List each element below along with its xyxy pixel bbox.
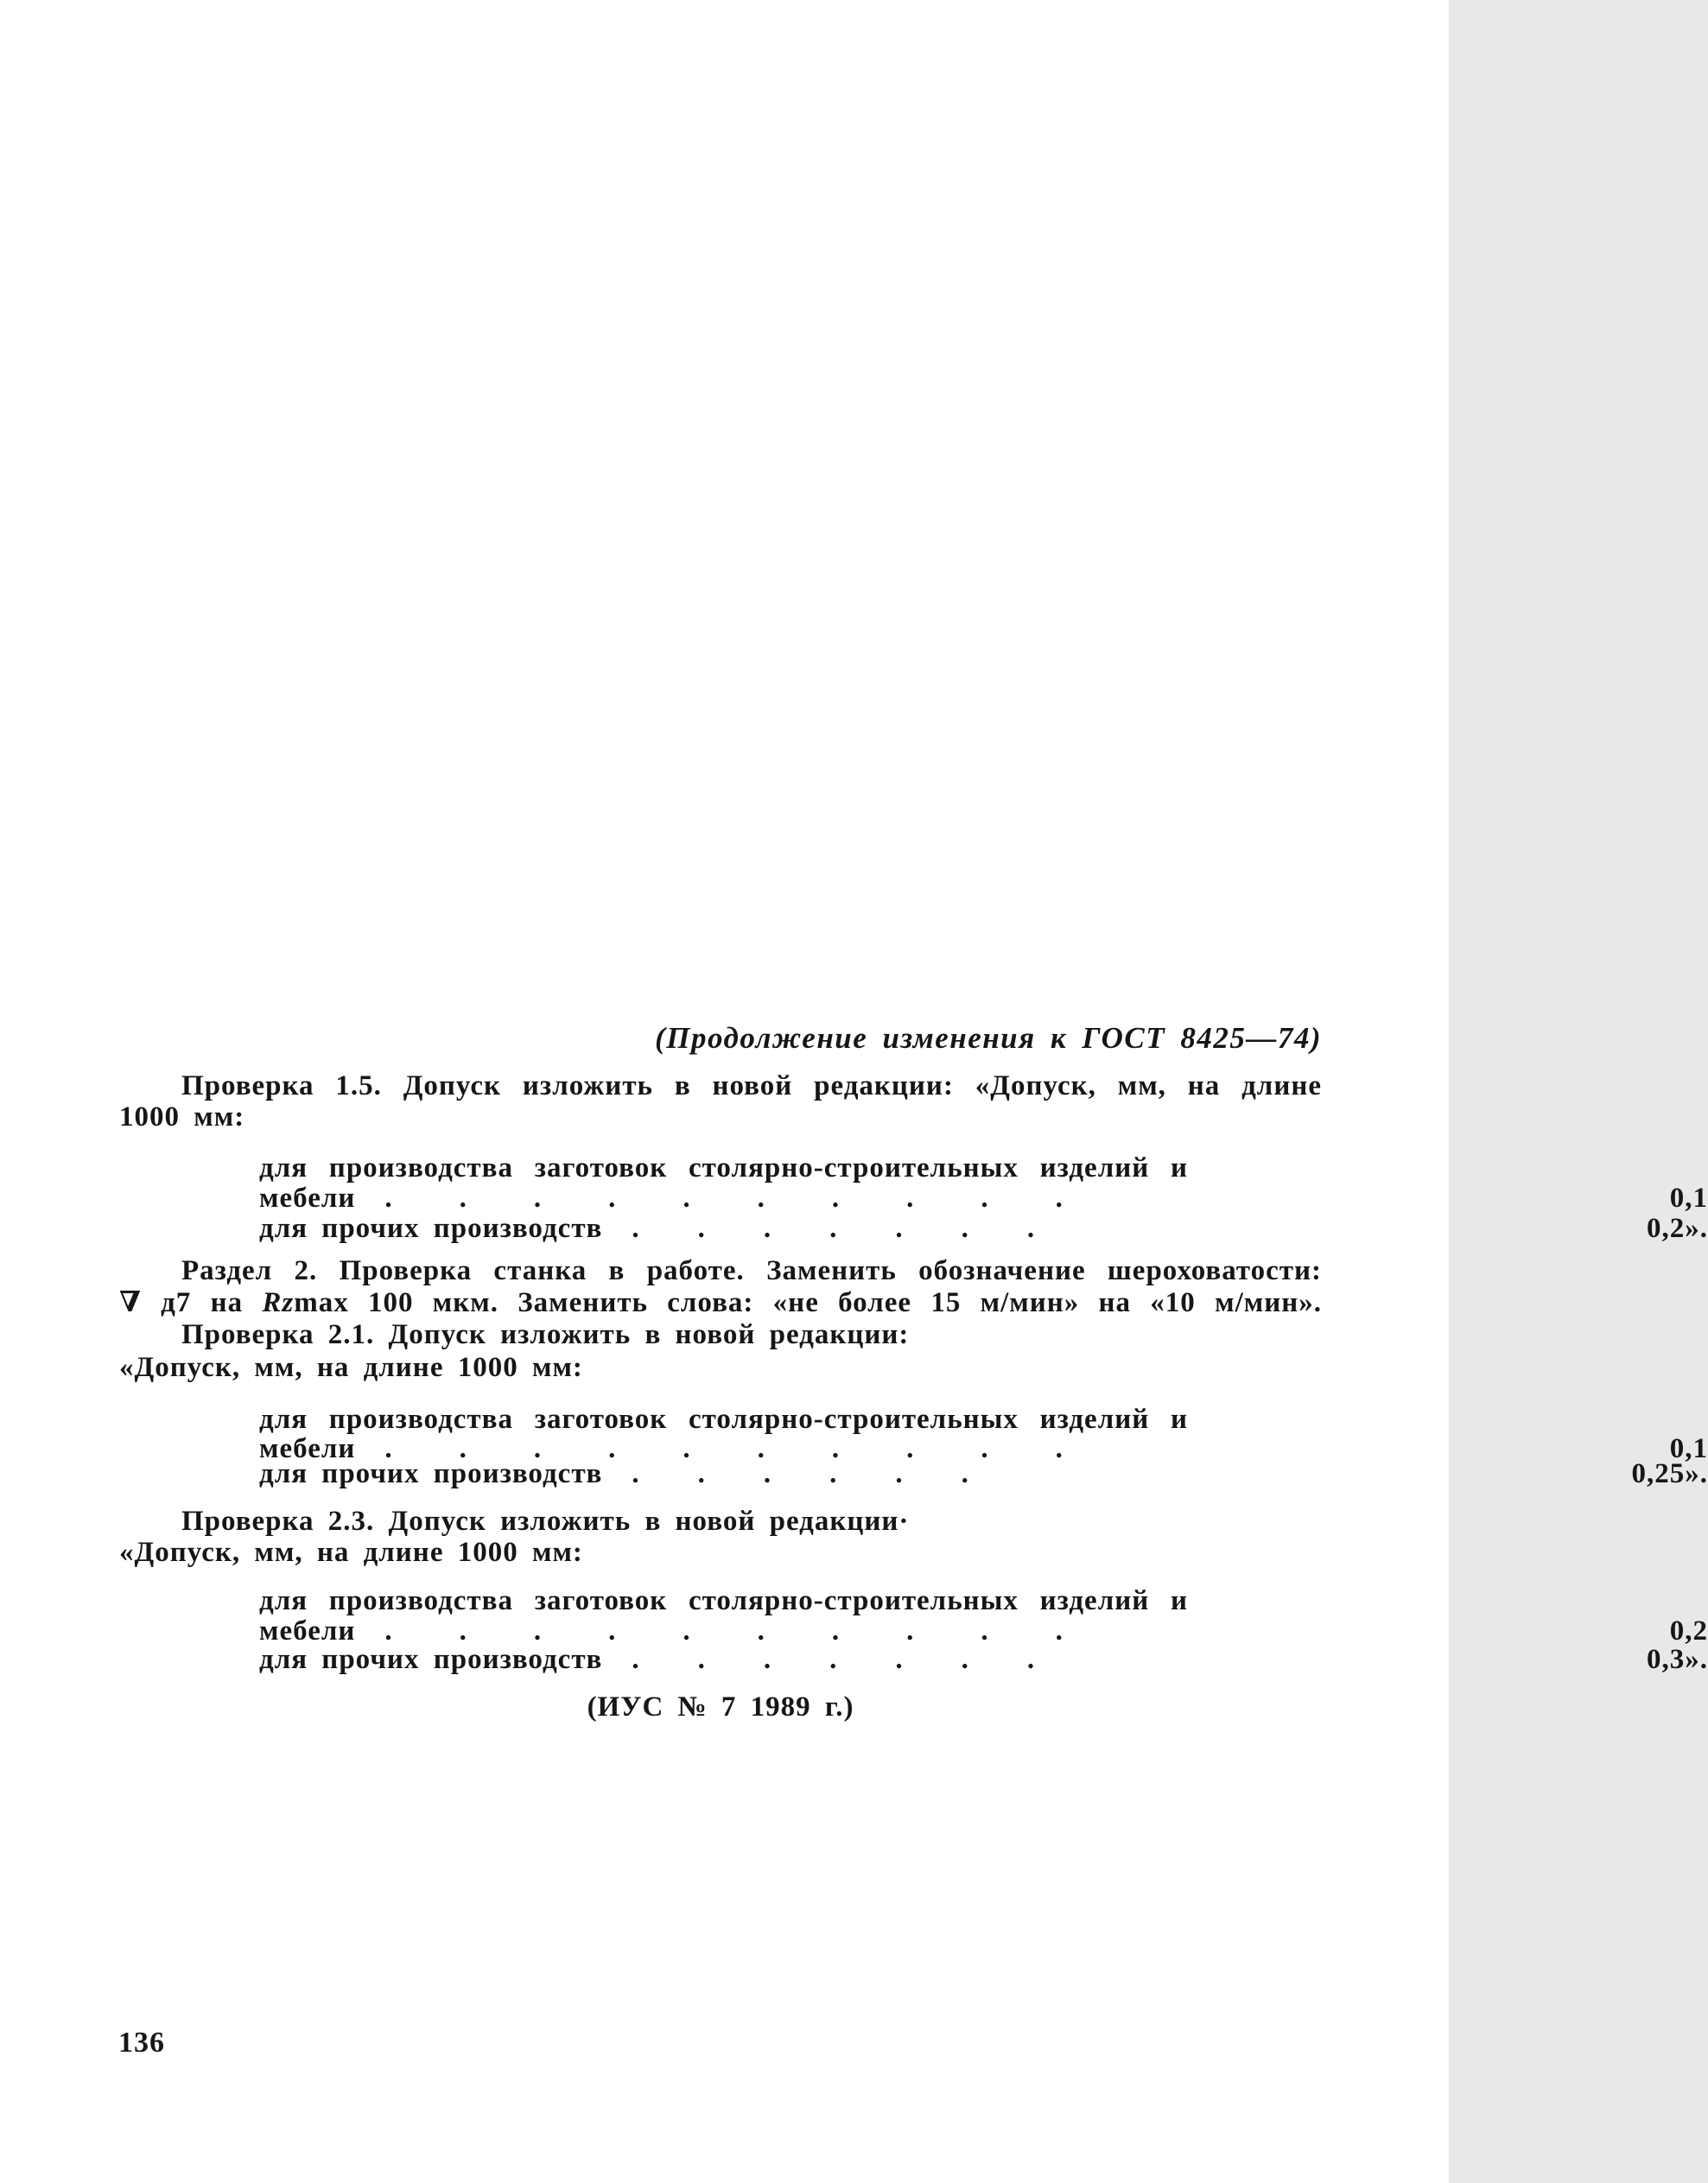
para-check-2-1-line-1: Проверка 2.1. Допуск изложить в новой редакции:: [181, 1319, 910, 1350]
row-value: 0,2: [1669, 1615, 1708, 1647]
tolerance-block-1-intro: для производства заготовок столярно-строительных изделий и: [259, 1152, 1188, 1184]
tolerance-block-3-row-other: [259, 1644, 1708, 1675]
para-check-1-5-line-1: Проверка 1.5. Допуск изложить в новой редакции: «Допуск, мм, на длине: [181, 1070, 1322, 1101]
tolerance-block-2-row-other: [259, 1458, 1708, 1489]
para-check-1-5-line-2: 1000 мм:: [119, 1101, 245, 1133]
dot-leader: ..........: [384, 1433, 1130, 1464]
para-section-2-line-2: [119, 1287, 1322, 1318]
row-value: 0,25».: [1631, 1458, 1708, 1489]
tolerance-block-1-row-furniture: [259, 1183, 1708, 1214]
continuation-header: (Продолжение изменения к ГОСТ 8425—74): [655, 1021, 1322, 1055]
row-value: 0,1: [1669, 1183, 1708, 1214]
dot-leader: ......: [632, 1458, 1027, 1489]
tolerance-block-2-intro: для производства заготовок столярно-строительных изделий и: [259, 1404, 1188, 1435]
para-check-2-3-line-1: Проверка 2.3. Допуск изложить в новой редакции·: [181, 1506, 910, 1537]
page-number: 136: [118, 2027, 165, 2059]
para-check-2-3-line-2: «Допуск, мм, на длине 1000 мм:: [119, 1537, 583, 1568]
dot-leader: .......: [632, 1213, 1094, 1244]
row-value: 0,1: [1669, 1433, 1708, 1464]
row-label: мебели: [259, 1615, 356, 1647]
ius-reference: (ИУС № 7 1989 г.): [587, 1691, 854, 1723]
row-label: для прочих производств: [259, 1644, 603, 1675]
para-section-2-line-1: Раздел 2. Проверка станка в работе. Заменить обозначение шероховатости:: [181, 1255, 1322, 1286]
row-label: для прочих производств: [259, 1213, 603, 1244]
roughness-text-rest: max 100 мкм. Заменить слова: «не более 15 м/мин» на «10 м/мин».: [294, 1287, 1322, 1318]
row-label: мебели: [259, 1183, 356, 1214]
row-label: для прочих производств: [259, 1458, 603, 1489]
rz-symbol: Rz: [262, 1287, 295, 1318]
tolerance-block-3-intro: для производства заготовок столярно-строительных изделий и: [259, 1585, 1188, 1616]
tolerance-block-3-row-furniture: [259, 1615, 1708, 1647]
tolerance-block-1-row-other: [259, 1213, 1708, 1244]
dot-leader: ..........: [384, 1183, 1130, 1214]
dot-leader: .......: [632, 1644, 1094, 1675]
dot-leader: ..........: [384, 1615, 1130, 1647]
row-value: 0,3».: [1647, 1644, 1708, 1675]
roughness-text-prefix: ∇ д7 на: [119, 1287, 263, 1318]
para-check-2-1-line-2: «Допуск, мм, на длине 1000 мм:: [119, 1352, 583, 1383]
row-label: мебели: [259, 1433, 356, 1464]
row-value: 0,2».: [1647, 1213, 1708, 1244]
